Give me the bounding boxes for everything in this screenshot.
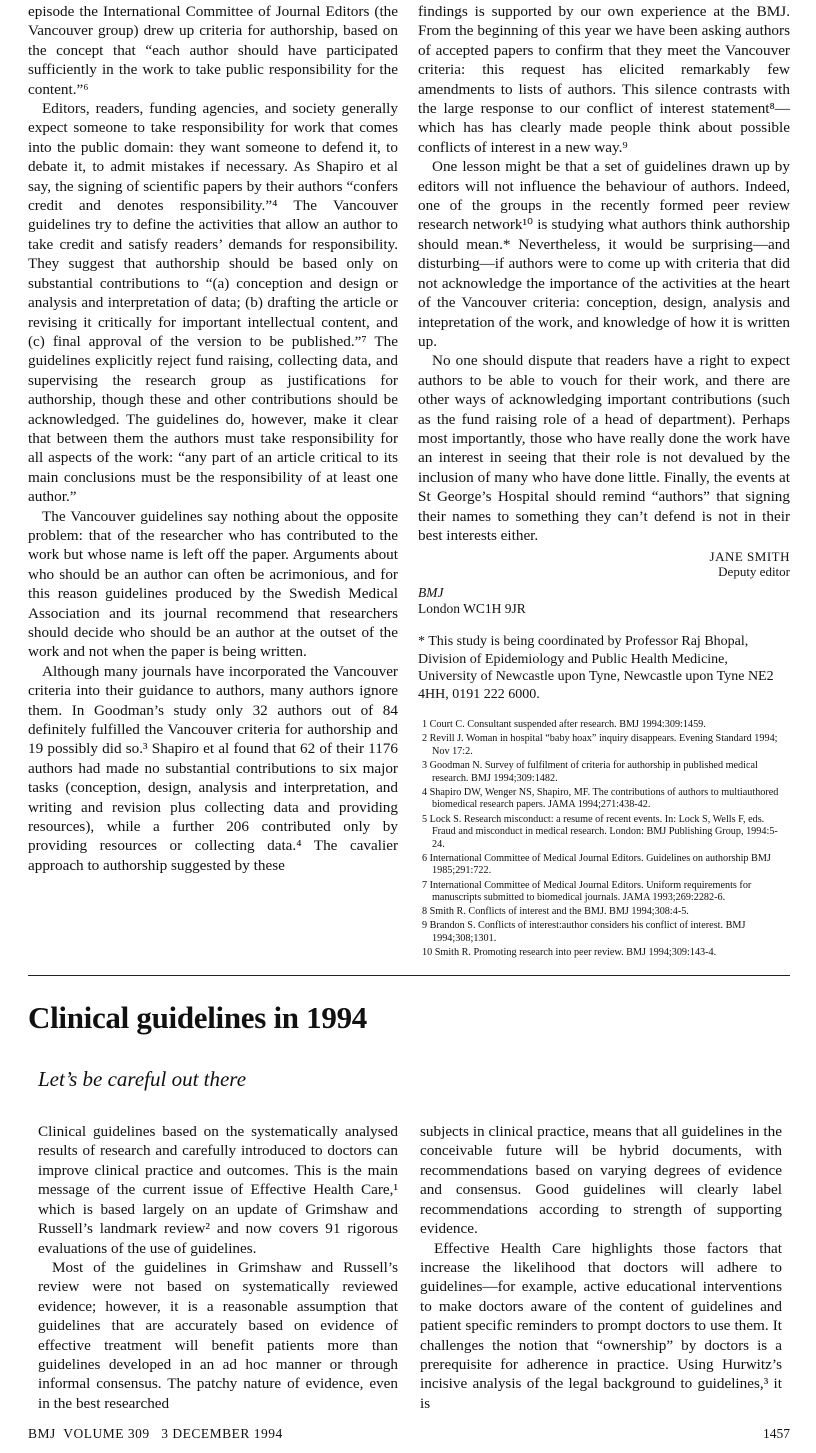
affiliation-journal: BMJ — [418, 585, 444, 601]
reference-item: 2 Revill J. Woman in hospital “baby hoax” inquiry disappears. Evening Standard 1994; Nov 17:2. — [422, 733, 778, 758]
paragraph: No one should dispute that readers have a right to expect authors to be able to vouch for their work, and there are other ways of acknowledging important contributions (such as the fund raising role of a head of department). Perhaps most importantly, those who have really done the work have an interest in seeing that their role is not devalued by the inclusion of many who have done little. Finally, the events at St George’s Hospital should remind “authors” that signing their names to something they can’t defend is not in their best interests either. — [418, 352, 790, 544]
paragraph: Clinical guidelines based on the systematically analysed results of research and carefully introduced to doctors can improve clinical practice and outcomes. This is the main message of the current issue of Effective Health Care,¹ which is based largely on an update of Grimshaw and Russell’s landmark review² and now covers 91 rigorous evaluations of the use of guidelines. — [38, 1123, 398, 1257]
bottom-article-right-column — [420, 1122, 782, 1413]
top-article-right-column — [418, 2, 790, 961]
reference-item: 10 Smith R. Promoting research into peer review. BMJ 1994;309:143-4. — [422, 946, 717, 958]
section-divider — [28, 975, 790, 976]
reference-item: 4 Shapiro DW, Wenger NS, Shapiro, MF. The contributions of authors to multiauthored biomedical research papers. JAMA 1994;271:438-42. — [422, 786, 779, 811]
affiliation-address: London WC1H 9JR — [418, 601, 526, 617]
paragraph: Although many journals have incorporated the Vancouver criteria into their guidance to authors, many authors ignore them. In Goodman’s study only 32 authors out of 84 definitely fulfilled the Vancouver criteria for authorship and 19 possibly did so.³ Shapiro et al found that 62 of their 1176 authors had made no substantial contributions to six major tasks (conception, design, analysis and interpretation, and writing and revision plus collecting data and providing resources), while a further 206 contributed only by providing resources or collecting data.⁴ The cavalier approach to authorship suggested by these — [28, 662, 398, 874]
author-signature — [418, 549, 790, 579]
paragraph: subjects in clinical practice, means that all guidelines in the conceivable future will be hybrid documents, with recommendations based on varying degrees of evidence and consensus. Good guidelines will clearly label recommendations according to strength of supporting evidence. — [420, 1123, 782, 1238]
reference-item: 1 Court C. Consultant suspended after research. BMJ 1994:309:1459. — [422, 719, 706, 731]
paragraph: episode the International Committee of Journal Editors (the Vancouver group) drew up criteria for authorship, based on the concept that “each author should have participated sufficiently in the work to take public responsibility for the content.”⁶ — [28, 3, 398, 98]
page-number: 1457 — [763, 1426, 790, 1442]
bottom-article — [28, 1122, 790, 1413]
author-affiliation — [418, 585, 790, 617]
reference-item: 9 Brandon S. Conflicts of interest:author considers his conflict of interest. BMJ 1994;308;1301. — [422, 920, 746, 944]
reference-list — [418, 719, 790, 959]
reference-item: 5 Lock S. Research misconduct: a resume of recent events. In: Lock S, Wells F, eds. Fraud and misconduct in medical research. London: BMJ Publishing Group, 1994:5-24. — [422, 813, 778, 850]
article-subtitle: Let’s be careful out there — [38, 1067, 247, 1092]
paragraph: Effective Health Care highlights those factors that increase the likelihood that doctors will adhere to guidelines—for example, active educational interventions to make doctors aware of the content of guidelines and patient specific reminders to prompt doctors to use them. It challenges the notion that “ownership” by doctors is a prerequisite for adherence in practice. Using Hurwitz’s incisive analysis of the legal background to guidelines,³ it is — [420, 1239, 782, 1412]
footnote: * This study is being coordinated by Professor Raj Bhopal, Division of Epidemiology and Public Health Medicine, University of Newcastle upon Tyne, Newcastle upon Tyne NE2 4HH, 0191 222 6000. — [418, 634, 774, 702]
bottom-article-left-column — [38, 1122, 398, 1413]
author-name: JANE SMITH — [709, 549, 790, 565]
reference-item: 8 Smith R. Conflicts of interest and the BMJ. BMJ 1994;308:4-5. — [422, 906, 689, 918]
page-footer — [28, 1425, 790, 1443]
reference-item: 7 International Committee of Medical Journal Editors. Uniform requirements for manuscripts submitted to biomedical journals. JAMA 1993;269:2282-6. — [422, 879, 752, 904]
reference-item: 3 Goodman N. Survey of fulfilment of criteria for authorship in published medical research. BMJ 1994;309:1482. — [422, 760, 758, 784]
paragraph: The Vancouver guidelines say nothing about the opposite problem: that of the researcher who has contributed to the work but whose name is left off the paper. Arguments about who should be an author can often be acrimonious, and for this reason guidelines produced by the Swedish Medical Association and its journal recommend that researchers should decide who should be an author at the outset of the work and not when the paper is being written. — [28, 507, 398, 661]
paragraph: One lesson might be that a set of guidelines drawn up by editors will not influence the behaviour of authors. Indeed, one of the groups in the recently formed peer review research network¹⁰ is studying what authors think authorship should mean.* Nevertheless, it would be surprising—and disturbing—if authors were to come up with criteria that did not acknowledge the importance of the activities at the heart of the Vancouver criteria: conception, design, analysis and intepretation of the work, and knowledge of how it is written up. — [418, 158, 790, 350]
paragraph: findings is supported by our own experience at the BMJ. From the beginning of this year we have been asking authors of accepted papers to confirm that they meet the Vancouver criteria: this request has elicited remarkably few amendments to lists of authors. This silence contrasts with the large response to our conflict of interest statement⁸—which has has clearly made people think about possible conflicts of interest in a new way.⁹ — [418, 3, 790, 156]
article-title: Clinical guidelines in 1994 — [28, 1000, 367, 1036]
reference-item: 6 International Committee of Medical Journal Editors. Guidelines on authorship BMJ 1985;291:722. — [422, 852, 771, 877]
author-role: Deputy editor — [718, 564, 790, 580]
top-article-left-column — [28, 2, 398, 875]
paragraph: Editors, readers, funding agencies, and society generally expect someone to take responsibility for work that comes into the public domain: they want someone to defend it, to debate it, to admit mistakes if necessary. As Shapiro et al say, the signing of scientific papers by their authors “confers credit and denotes responsibility.”⁴ The Vancouver guidelines try to define the activities that allow an author to take credit and satisfy readers’ demands for responsibility. They suggest that authorship should be based only on substantial contributions to “(a) conception and design or analysis and interpretation of data; (b) drafting the article or revising it critically for important intellectual content, and (c) final approval of the version to be published.”⁷ The guidelines explicitly reject fund raising, collecting data, and supervising the research group as justifications for authorship, though these and other contributions should be acknowledged. The guidelines do, however, make it clear that between them the authors must take responsibility for all aspects of the work: “any part of an article critical to its main conclusions must be the responsibility of at least one author.” — [28, 100, 398, 506]
top-article — [28, 2, 790, 961]
paragraph: Most of the guidelines in Grimshaw and Russell’s review were not based on systematically reviewed evidence; however, it is a reasonable assumption that guidelines that are accurately based on evidence of effective treatment will benefit patients more than guidelines developed in an ad hoc manner or through informal consensus. The patchy nature of evidence, even in the best researched — [38, 1258, 398, 1412]
journal-issue: BMJ VOLUME 309 3 DECEMBER 1994 — [28, 1426, 283, 1442]
